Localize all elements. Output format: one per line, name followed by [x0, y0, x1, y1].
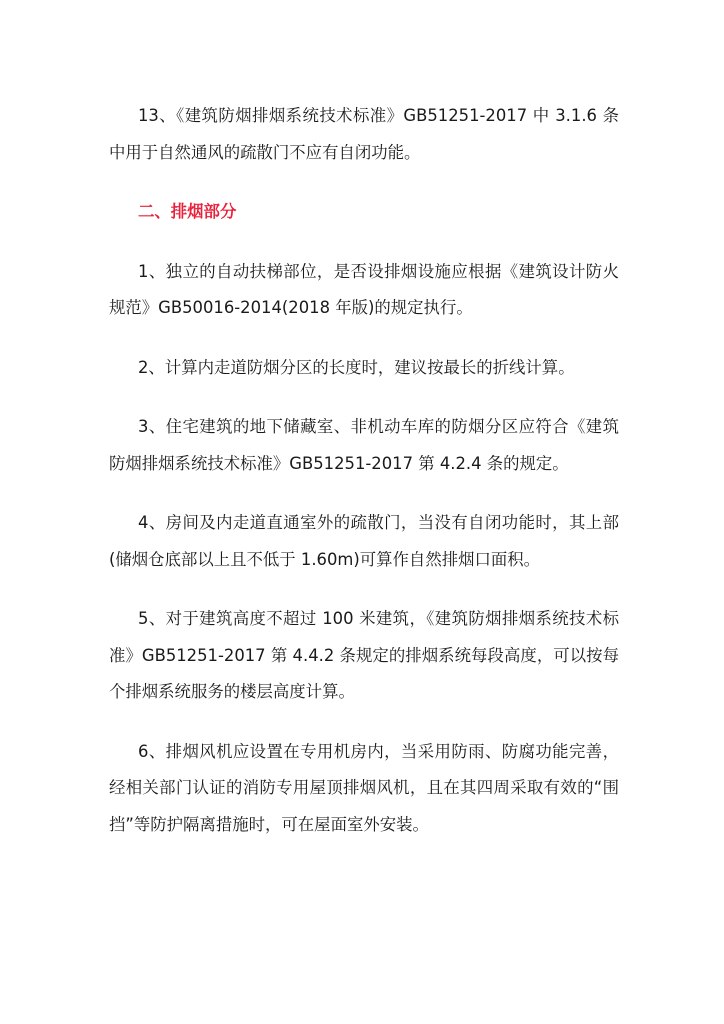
section-heading: 二、排烟部分: [138, 202, 237, 221]
paragraph-4: 4、房间及内走道直通室外的疏散门，当没有自闭功能时，其上部(储烟仓底部以上且不低于 1.60m)可算作自然排烟口面积。: [109, 513, 619, 569]
document-page: [109, 98, 619, 866]
paragraph-5: 5、对于建筑高度不超过 100 米建筑，《建筑防烟排烟系统技术标准》GB51251-2017 第 4.4.2 条规定的排烟系统每段高度，可以按每个排烟系统服务的楼层高度计算。: [109, 609, 619, 701]
paragraph-1: 1、独立的自动扶梯部位，是否设排烟设施应根据《建筑设计防火规范》GB50016-2014(2018 年版)的规定执行。: [109, 261, 619, 317]
paragraph-2: 2、计算内走道防烟分区的长度时，建议按最长的折线计算。: [138, 357, 575, 377]
paragraph-13: 13、《建筑防烟排烟系统技术标准》GB51251-2017 中 3.1.6 条中用于自然通风的疏散门不应有自闭功能。: [109, 106, 619, 162]
paragraph-3: 3、住宅建筑的地下储藏室、非机动车库的防烟分区应符合《建筑防烟排烟系统技术标准》GB51251-2017 第 4.2.4 条的规定。: [109, 417, 619, 473]
paragraph-6: 6、排烟风机应设置在专用机房内，当采用防雨、防腐功能完善，经相关部门认证的消防专用屋顶排烟风机，且在其四周采取有效的“围挡”等防护隔离措施时，可在屋面室外安装。: [109, 741, 619, 834]
